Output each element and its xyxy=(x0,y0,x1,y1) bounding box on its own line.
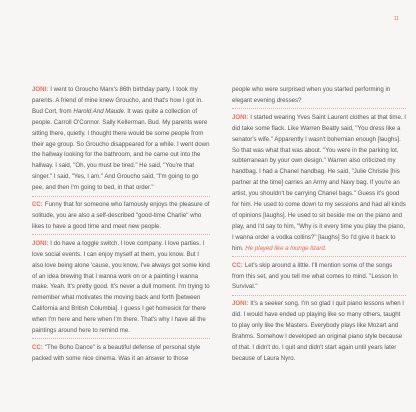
divider xyxy=(32,338,210,339)
left-column xyxy=(32,85,210,365)
divider xyxy=(232,108,406,109)
interview-paragraph xyxy=(232,261,406,294)
paragraph-text: I do have a toggle switch. I love company. I love parties. I love social events. I can enjoy myself at them, you know. But I also love being alone 'cause, you know, I've always got some kind of an idea brewing that I wanna work on or a painting I wanna make. Yeah. It's pretty good. It's never a dull moment. I'm trying to remember what motivates the moving back and forth [between California and British Columbia]. I guess I get homesick for there when I'm here and here when I'm there. That's why I have all the paintings around here to remind me. xyxy=(32,239,210,335)
interview-paragraph xyxy=(232,113,406,255)
paragraph-text: " xyxy=(44,343,48,351)
film-title: Harold And Maude xyxy=(73,107,124,115)
page-number: 11 xyxy=(393,16,399,22)
interview-paragraph xyxy=(232,299,406,364)
song-title: The Boho Dance xyxy=(47,343,93,351)
paragraph-text: Let's skip around a little. I'll mention some of the songs from this set, and you tell me what comes to mind. " xyxy=(232,261,393,280)
divider xyxy=(32,196,210,197)
speaker-label: JONI: xyxy=(232,300,249,308)
interview-paragraph: people who were surprised when you started performing in elegant evening dresses? xyxy=(232,86,391,104)
interview-paragraph xyxy=(32,239,210,337)
paragraph-text: Funny that for someone who famously enjoys the pleasure of solitude, you are also a self-described "good-time Charlie" who likes to have a good time and meet new people. xyxy=(32,201,210,230)
paragraph-text: ." xyxy=(253,283,258,291)
paragraph-text: I went to Groucho Marx's 86th birthday party. I took my parents. A friend of mine knew Groucho, and that's how I got in. Bud Cort, from xyxy=(32,86,203,115)
divider xyxy=(232,295,406,296)
interview-paragraph xyxy=(32,343,210,365)
paragraph-text: . It was quite a collection of people. Carroll O'Connor. Sally Kellerman. Bud. My parents were sitting there, quietly. I thought there would be some people from their age group. So Groucho disappeared for a while. I went down the hallway looking for the bathroom, and he came out into the hallway. I said, "Oh, you must be tired." He said, "You're that singer." I said, "Yes, I am." And Groucho said, "I'm going to go pee, and then I'm going to bed, in that order." xyxy=(32,107,210,192)
divider xyxy=(232,256,406,257)
speaker-label: CC: xyxy=(232,261,243,269)
interview-paragraph xyxy=(32,85,210,194)
speaker-label: JONI: xyxy=(232,113,249,121)
right-column xyxy=(232,85,406,365)
paragraph-text: It's a seeker song. I'm so glad I quit piano lessons when I did. I would have ended up playing like so many others, taught to play only like the Masters. Everybody plays like Mozart and Brahms. Somehow I developed an original piano style because of that. I didn't do. I quit and didn't start again until years later because of Laura Nyro. xyxy=(232,300,405,362)
speaker-label: CC: xyxy=(32,343,43,351)
paragraph-text: I started wearing Yves Saint Laurent clothes at that time. I did take some flack. Like Warren Beatty said, "You dress like a senator's wife." Apparently I wasn't bohemian enough [laughs]. So that was what that was about. "You were in the parking lot, subterranean by your own design." Warren also criticized my handbag. I had a Chanel handbag. He said, "Julie Christie [his partner at the time] carries an Army and Navy bag. If you're an artist, you shouldn't be carrying Chanel bags." Guess it's good for him. He used to come down to my sessions and had all kinds of opinions [laughs]. He used to sit beside me on the piano and play, and I'd say to him, "Why is it every time you play the piano, I wanna order a vodka collins?" [laughs] So I'd give it back to him. xyxy=(232,113,406,252)
song-title: Lesson In Survival xyxy=(232,272,398,291)
interview-paragraph xyxy=(32,200,210,233)
speaker-label: JONI: xyxy=(32,239,49,247)
speaker-label: CC: xyxy=(32,201,43,209)
speaker-label: JONI: xyxy=(32,86,49,93)
highlighted-text: He played like a lounge lizard. xyxy=(245,244,327,252)
paragraph-text: " is a beautiful defense of personal style packed with some nice cinema. Was it an answer to those xyxy=(32,343,201,362)
divider xyxy=(32,234,210,235)
